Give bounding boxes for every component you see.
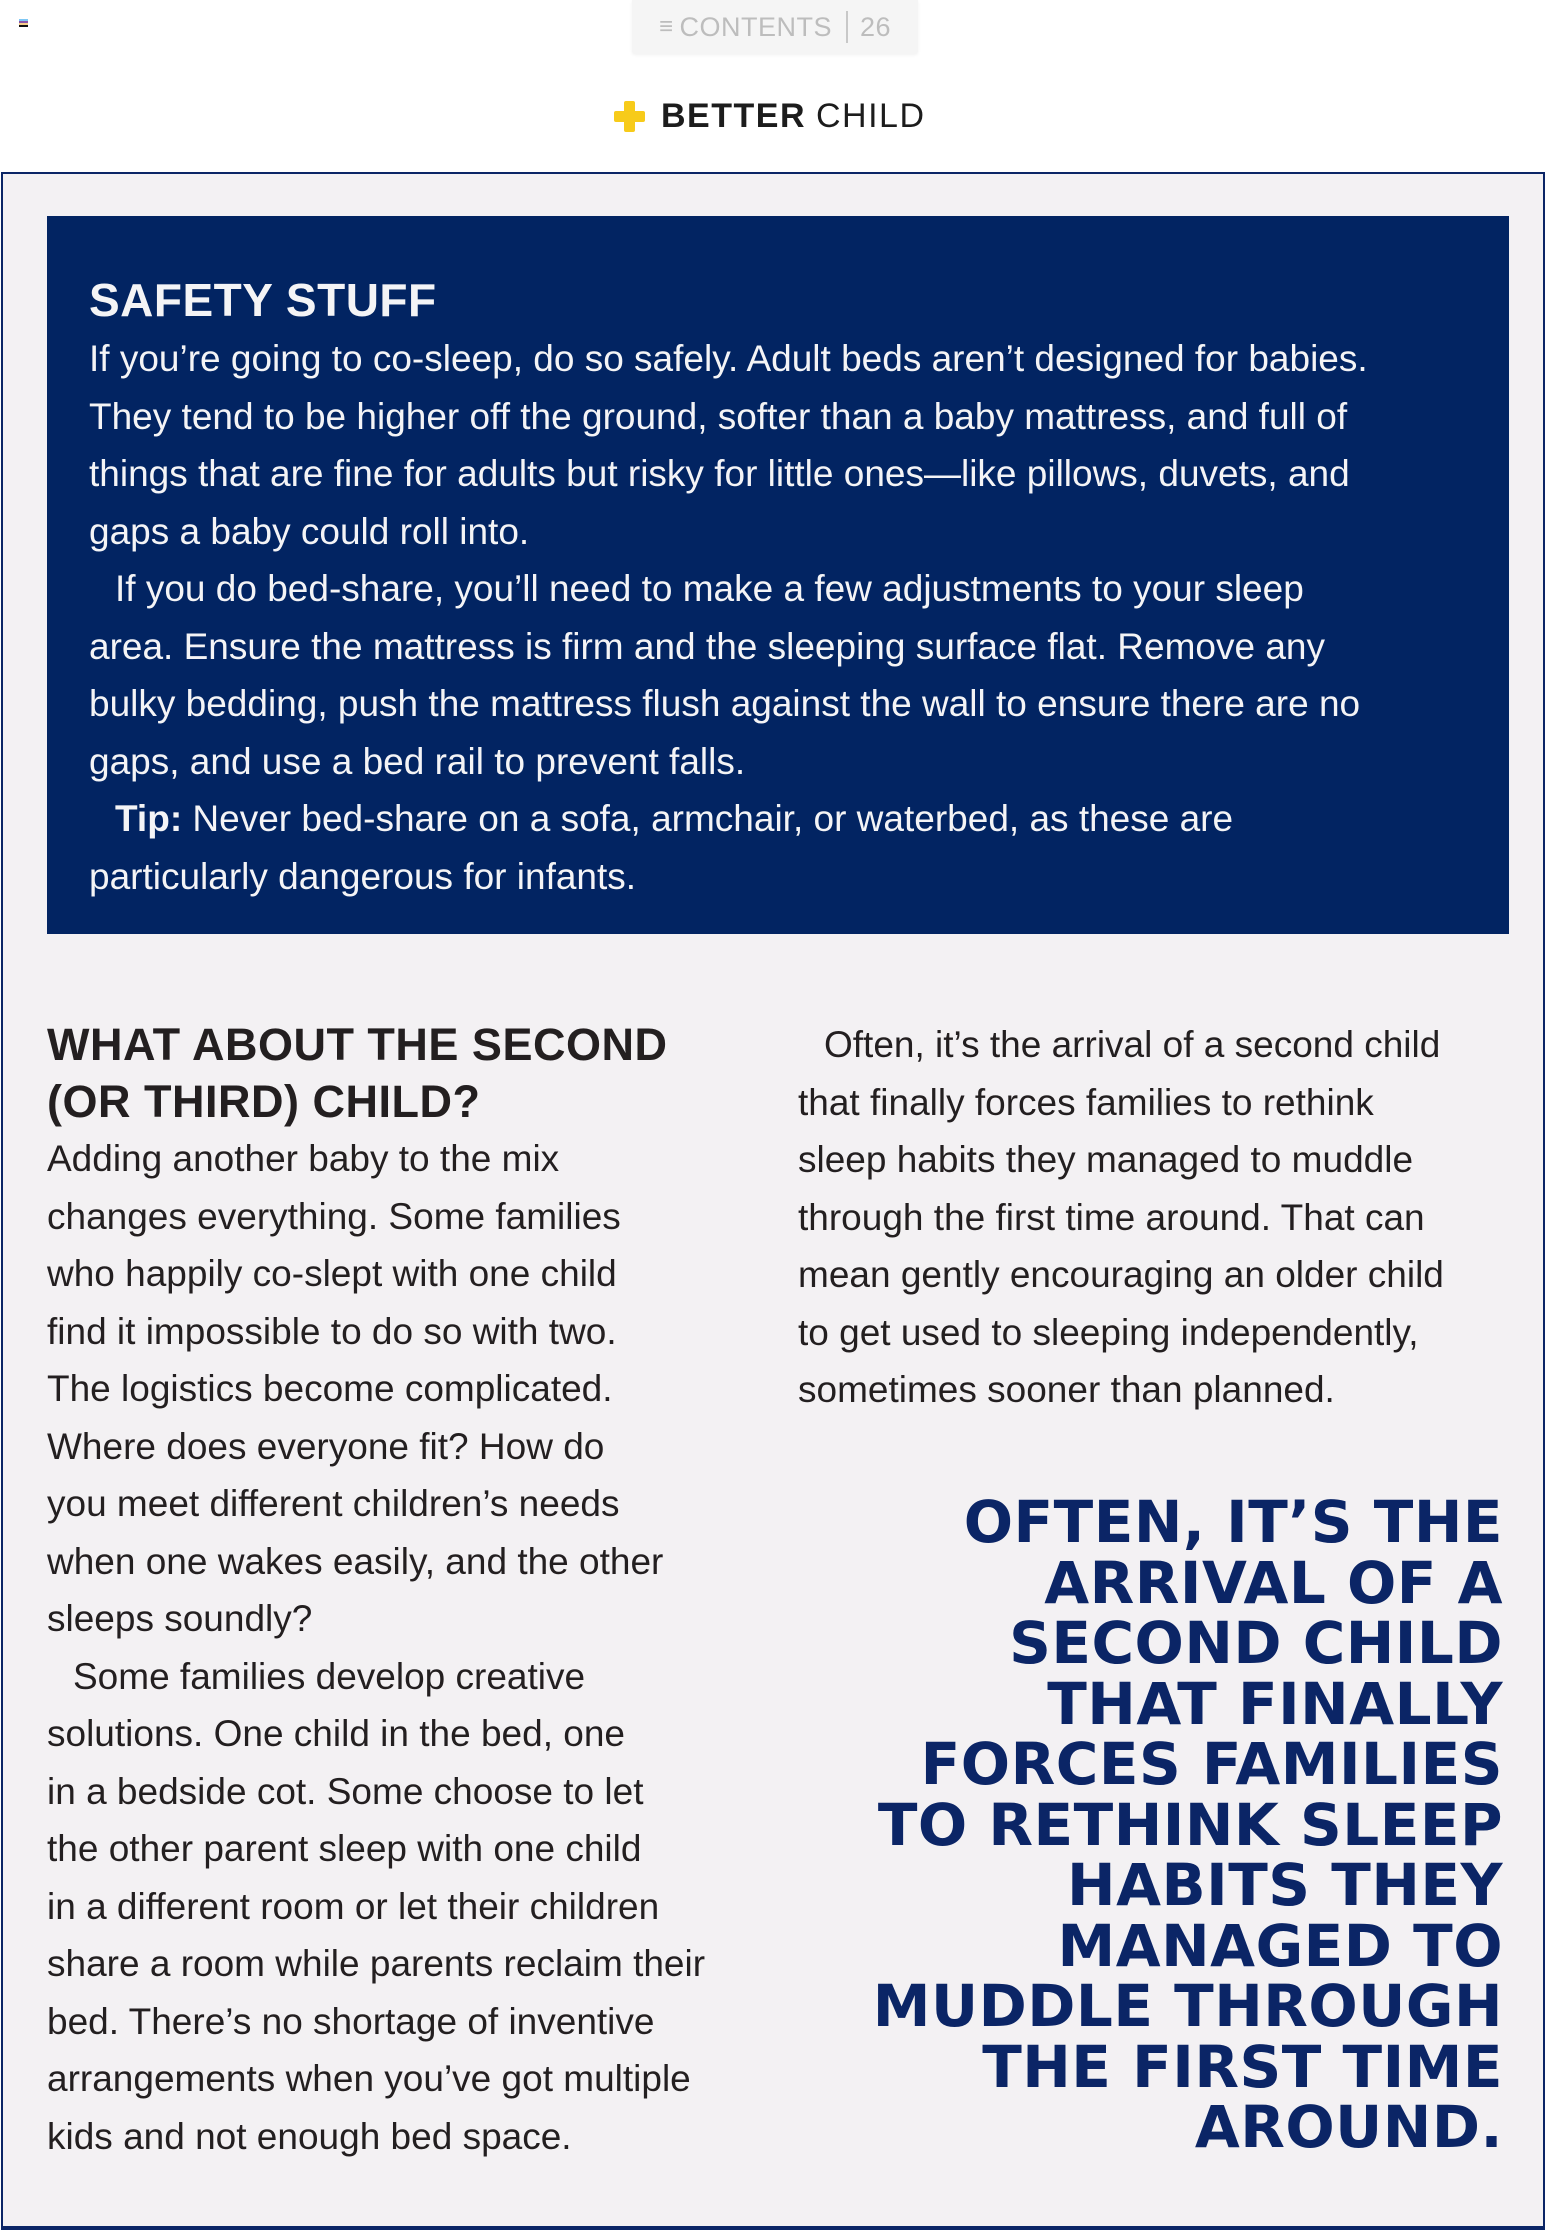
body-line: sleeps soundly? xyxy=(47,1598,313,1639)
menu-icon: ≡ xyxy=(658,13,674,40)
body-line: kids and not enough bed space. xyxy=(47,2115,572,2157)
brand-name-bold: BETTER xyxy=(661,96,806,135)
body-line: Some families develop creative xyxy=(73,1655,586,1697)
pull-quote-line: FORCES FAMILIES xyxy=(920,1730,1503,1798)
body-line: share a room while parents reclaim their xyxy=(47,1943,706,1984)
safety-line: They tend to be higher off the ground, softer than a baby mattress, and full of xyxy=(89,395,1348,437)
pull-quote-line: HABITS THEY xyxy=(1067,1851,1503,1919)
pull-quote-line: TO RETHINK SLEEP xyxy=(877,1790,1503,1859)
safety-line: particularly dangerous for infants. xyxy=(89,855,637,897)
body-line: Often, it’s the arrival of a second child xyxy=(824,1024,1441,1065)
safety-line: area. Ensure the mattress is firm and the sleeping surface flat. Remove any xyxy=(89,625,1325,667)
body-line: you meet different children’s needs xyxy=(47,1483,620,1524)
body-line: sometimes sooner than planned. xyxy=(798,1369,1335,1410)
page-number: 26 xyxy=(859,11,892,42)
pull-quote-line: MUDDLE THROUGH xyxy=(872,1972,1503,2040)
safety-line: bulky bedding, push the mattress flush against the wall to ensure there are no xyxy=(89,683,1361,724)
body-line: when one wakes easily, and the other xyxy=(47,1540,664,1582)
brand-name-regular: CHILD xyxy=(816,96,926,135)
pull-quote-line: ARRIVAL OF A xyxy=(1044,1548,1503,1617)
section-title-line: WHAT ABOUT THE SECOND xyxy=(47,1019,668,1070)
safety-sidebar-box xyxy=(47,216,1509,934)
divider xyxy=(846,11,848,43)
pull-quote xyxy=(783,1488,1503,2161)
section-title-line: (OR THIRD) CHILD? xyxy=(47,1076,481,1127)
safety-line: If you’re going to co-sleep, do so safely. Adult beds aren’t designed for babies. xyxy=(89,338,1368,379)
safety-line: If you do bed-share, you’ll need to make a few adjustments to your sleep xyxy=(115,568,1304,609)
safety-line: things that are fine for adults but risky for little ones—like pillows, duvets, and xyxy=(89,453,1350,494)
body-line: mean gently encouraging an older child xyxy=(798,1254,1444,1295)
pull-quote-line: THE FIRST TIME xyxy=(982,2032,1503,2101)
contents-label: CONTENTS xyxy=(679,11,832,42)
body-line: bed. There’s no shortage of inventive xyxy=(47,2000,655,2042)
pull-quote-line: THAT FINALLY xyxy=(1047,1669,1503,1738)
body-line: in a different room or let their children xyxy=(47,1885,660,1927)
body-line: that finally forces families to rethink xyxy=(798,1081,1374,1123)
body-line: changes everything. Some families xyxy=(47,1195,621,1237)
left-body xyxy=(47,1130,767,2165)
safety-line: gaps a baby could roll into. xyxy=(89,510,530,552)
safety-tip-line xyxy=(89,790,1469,848)
body-line: who happily co-slept with one child xyxy=(47,1253,617,1294)
corner-color-mark-icon xyxy=(19,19,28,27)
safety-body xyxy=(89,330,1469,905)
body-line: through the first time around. That can xyxy=(798,1196,1425,1238)
body-line: to get used to sleeping independently, xyxy=(798,1311,1419,1353)
brand-logo[interactable] xyxy=(614,96,926,136)
body-line: solutions. One child in the bed, one xyxy=(47,1713,625,1754)
tip-label: Tip: xyxy=(115,798,183,839)
pull-quote-line: AROUND. xyxy=(1194,2093,1503,2161)
right-column xyxy=(798,1016,1518,1419)
body-line: Adding another baby to the mix xyxy=(47,1138,560,1179)
section-title xyxy=(47,1016,767,1130)
body-line: Where does everyone fit? How do xyxy=(47,1425,605,1467)
body-line: The logistics become complicated. xyxy=(47,1368,613,1409)
body-line: the other parent sleep with one child xyxy=(47,1828,642,1869)
safety-line: gaps, and use a bed rail to prevent falls. xyxy=(89,740,746,782)
body-line: find it impossible to do so with two. xyxy=(47,1310,617,1352)
pull-quote-line: SECOND CHILD xyxy=(1009,1609,1503,1677)
body-line: sleep habits they managed to muddle xyxy=(798,1139,1414,1180)
contents-button[interactable] xyxy=(632,0,918,54)
left-column xyxy=(47,1016,767,2165)
plus-logo-icon xyxy=(614,101,645,132)
body-line: in a bedside cot. Some choose to let xyxy=(47,1770,644,1812)
article-page xyxy=(1,172,1545,2230)
safety-title: SAFETY STUFF xyxy=(89,274,437,326)
pull-quote-line: OFTEN, IT’S THE xyxy=(963,1488,1503,1556)
pull-quote-line: MANAGED TO xyxy=(1057,1911,1503,1980)
body-line: arrangements when you’ve got multiple xyxy=(47,2058,691,2099)
tip-text: Never bed-share on a sofa, armchair, or waterbed, as these are xyxy=(182,798,1234,839)
